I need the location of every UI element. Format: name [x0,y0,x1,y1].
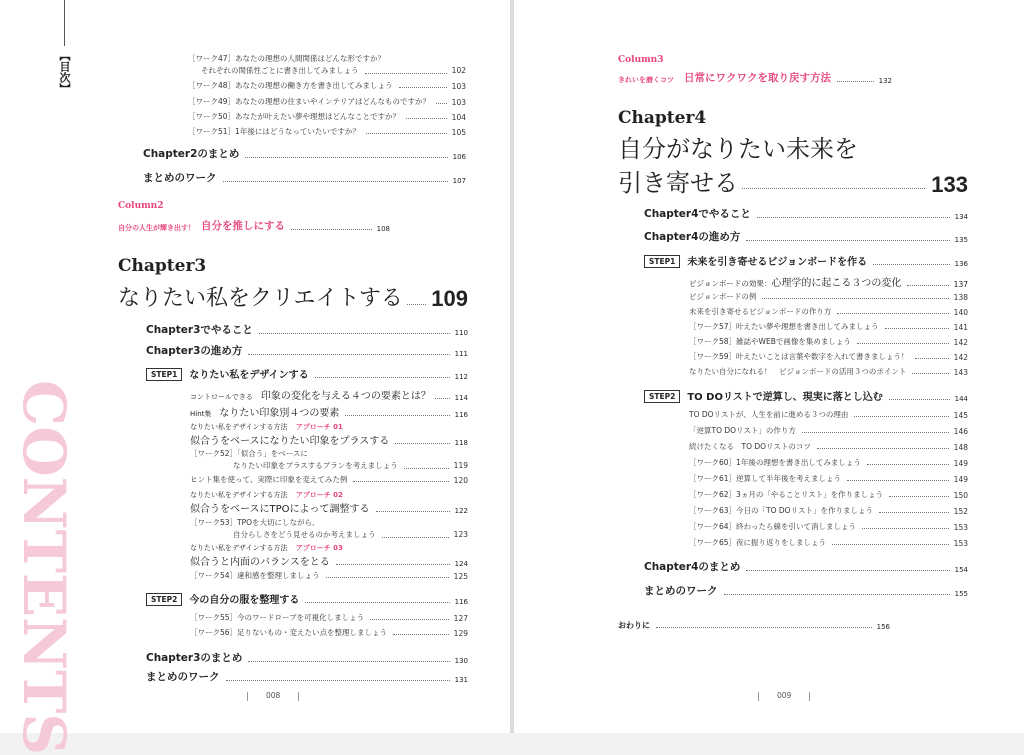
step2-entry-right[interactable]: STEP2 TO DOリストで逆算し、現実に落とし込む 144 [644,388,968,403]
summary-work-1[interactable]: まとめのワーク 107 [143,172,466,185]
approach1-entry[interactable]: 似合うをベースになりたい印象をプラスする 118 [190,436,468,447]
work-48[interactable]: ［ワーク48］あなたの理想の働き方を書き出してみましょう 103 [188,81,466,91]
page-number-left: 008 [229,691,317,701]
control-entry[interactable]: コントロールできる 印象の変化を与える４つの要素とは？ 114 [190,391,468,402]
work-65[interactable]: ［ワーク65］夜に振り返りをしましょう 153 [689,538,968,548]
step1-badge-right: STEP1 [644,255,680,268]
chapter4-title-line1: 自分がなりたい未来を [618,135,858,163]
step2-badge-right: STEP2 [644,390,680,403]
approach2-entry[interactable]: 似合うをベースにTPOによって調整する 122 [190,504,468,515]
work-56[interactable]: ［ワーク56］足りないもの・変えたい点を整理しましょう 129 [190,628,468,638]
header-rule [64,0,65,46]
work-55[interactable]: ［ワーク55］今のワードローブを可視化しましょう 127 [190,613,468,623]
vision-example[interactable]: ビジョンボードの例 138 [689,292,968,302]
chapter4-label: Chapter4 [618,108,707,128]
summary-work-2[interactable]: まとめのワーク 131 [146,671,468,684]
work-52[interactable]: ［ワーク52］「似合う」をベースに なりたい印象をプラスするプランを考えましょう 119 [190,449,468,470]
contents-vertical-word: CONTENTS [10,380,78,755]
work-57[interactable]: ［ワーク57］叶えたい夢や理想を書き出してみましょう 141 [689,322,968,332]
chapter3-title-entry[interactable]: なりたい私をクリエイトする 109 [118,286,468,311]
work-58[interactable]: ［ワーク58］雑誌やWEBで画像を集めましょう 142 [689,337,968,347]
step1-entry[interactable]: STEP1 なりたい私をデザインする 112 [146,366,468,381]
work-59[interactable]: ［ワーク59］叶えたいことは言葉や数字を入れて書きましょう！ 142 [689,352,968,362]
approach2-caption: なりたい私をデザインする方法 アプローチ 02 [190,491,343,499]
work-47[interactable]: ［ワーク47］あなたの理想の人間関係はどんな形ですか？ それぞれの関係性ごとに書き出してみましょう 102 [188,54,466,75]
column2-label: Column2 [118,201,164,211]
step1-entry-right[interactable]: STEP1 未来を引き寄せるビジョンボードを作る 136 [644,253,968,268]
work-53[interactable]: ［ワーク53］TPOを大切にしながら、 自分らしさをどう見せるのか考えましょう 123 [190,518,468,539]
approach1-caption: なりたい私をデザインする方法 アプローチ 01 [190,423,343,431]
chapter3-todo[interactable]: Chapter3でやること 110 [146,324,468,337]
chapter4-title-entry[interactable]: 引き寄せる 133 [618,169,968,197]
todo-reasons[interactable]: TO DOリストが、人生を前に進める３つの理由 145 [689,410,968,420]
column3-label: Column3 [618,55,664,65]
chapter2-summary[interactable]: Chapter2のまとめ 106 [143,148,466,161]
chapter3-flow[interactable]: Chapter3の進め方 111 [146,345,468,358]
chapter4-todo[interactable]: Chapter4でやること 134 [644,208,968,221]
summary-work-right[interactable]: まとめのワーク 155 [644,585,968,598]
right-page [514,0,1024,733]
work-62[interactable]: ［ワーク62］3ヵ月の「やることリスト」を作りましょう 150 [689,490,968,500]
todo-tips[interactable]: 続けたくなる TO DOリストのコツ 148 [689,442,968,452]
chapter4-flow[interactable]: Chapter4の進め方 135 [644,231,968,244]
work-50[interactable]: ［ワーク50］あなたが叶えたい夢や理想はどんなことですか？ 104 [188,112,466,122]
work-63[interactable]: ［ワーク63］今日の「TO DOリスト」を作りましょう 152 [689,506,968,516]
hint2-entry[interactable]: ヒント集を使って、実際に印象を変えてみた例 120 [190,475,468,485]
todo-howto[interactable]: 「逆算TO DOリスト」の作り方 146 [689,426,968,436]
page-number-right: 009 [740,691,828,701]
left-page [0,0,510,755]
work-49[interactable]: ［ワーク49］あなたの理想の住まいやインテリアはどんなものですか？ 103 [188,97,466,107]
column3-entry[interactable]: きれいを磨くコツ 日常にワクワクを取り戻す方法 132 [618,72,892,85]
work-54[interactable]: ［ワーク54］違和感を整理しましょう 125 [190,571,468,581]
work-60[interactable]: ［ワーク60］1年後の理想を書き出してみましょう 149 [689,458,968,468]
hint-entry[interactable]: Hint集 なりたい印象別４つの要素 116 [190,408,468,419]
step2-entry[interactable]: STEP2 今の自分の服を整理する 116 [146,591,468,606]
vision-howto[interactable]: 未来を引き寄せるビジョンボードの作り方 140 [689,307,968,317]
chapter3-summary[interactable]: Chapter3のまとめ 130 [146,652,468,665]
afterword-entry[interactable]: おわりに 156 [618,621,890,631]
chapter3-label: Chapter3 [118,256,207,276]
work-61[interactable]: ［ワーク61］逆算して半年後を考えましょう 149 [689,474,968,484]
work-51[interactable]: ［ワーク51］1年後にはどうなっていたいですか？ 105 [188,127,466,137]
contents-tag: 【目次】 [58,50,71,94]
chapter4-summary[interactable]: Chapter4のまとめ 154 [644,561,968,574]
column2-entry[interactable]: 自分の人生が輝き出す！ 自分を推しにする 108 [118,220,390,233]
work-64[interactable]: ［ワーク64］終わったら線を引いて消しましょう 153 [689,522,968,532]
step2-badge: STEP2 [146,593,182,606]
approach3-entry[interactable]: 似合うと内面のバランスをとる 124 [190,557,468,568]
vision-effect-entry[interactable]: ビジョンボードの効果： 心理学的に起こる３つの変化 137 [689,278,968,289]
approach3-caption: なりたい私をデザインする方法 アプローチ 03 [190,544,343,552]
vision-points[interactable]: なりたい自分になれる！ ビジョンボードの活用３つのポイント 143 [689,367,968,377]
step1-badge: STEP1 [146,368,182,381]
